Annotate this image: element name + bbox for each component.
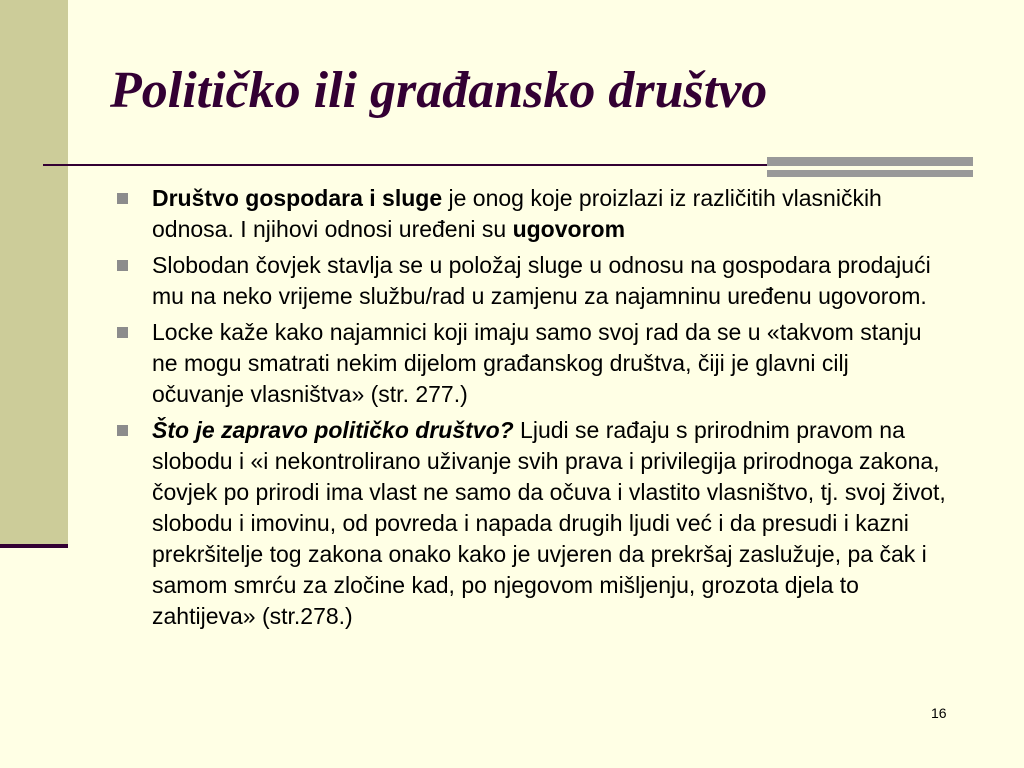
- page-number: 16: [931, 705, 947, 721]
- accent-bars: [767, 157, 973, 179]
- left-bar-rule: [0, 544, 68, 548]
- bullet-body: Slobodan čovjek stavlja se u položaj sluge u odnosu na gospodara prodajući mu na neko vrijeme službu/rad u zamjenu za najamninu uređenu ugovorom.: [152, 252, 931, 309]
- square-bullet-icon: [117, 327, 128, 338]
- slide-title: Političko ili građansko društvo: [110, 62, 768, 119]
- bullet-body: Ljudi se rađaju s prirodnim pravom na slobodu i «i nekontrolirano uživanje svih prava i privilegija prirodnoga zakona, čovjek po prirodi ima vlast ne samo da očuva i vlastito vlasništvo, tj. svoj život, slobodu i imovinu, od povreda i napada drugih ljudi već i da presudi i kazni prekršitelje tog zakona onako kako je uvjeren da prekršaj zaslužuje, pa čak i samom smrću za zločine kad, po njegovom mišljenju, grozota djela to zahtijeva» (str.278.): [152, 417, 946, 629]
- bullet-body: je onog koje proizlazi iz različitih vlasničkih odnosa. I njihovi odnosi uređeni su: [152, 185, 882, 242]
- square-bullet-icon: [117, 193, 128, 204]
- bullet-text: [152, 417, 946, 629]
- bullet-bold-lead: Društvo gospodara i sluge: [152, 185, 443, 211]
- accent-bar-top: [767, 157, 973, 166]
- bullet-item-1: [117, 183, 947, 245]
- bullet-bold-italic-lead: Što je zapravo političko društvo?: [152, 417, 514, 443]
- bullet-list: [117, 183, 947, 637]
- bullet-item-3: [117, 317, 947, 410]
- square-bullet-icon: [117, 260, 128, 271]
- bullet-body: Locke kaže kako najamnici koji imaju samo svoj rad da se u «takvom stanju ne mogu smatrati nekim dijelom građanskog društva, čiji je glavni cilj očuvanje vlasništva» (str. 277.): [152, 319, 922, 407]
- bullet-item-4: [117, 415, 947, 632]
- bullet-item-2: [117, 250, 947, 312]
- accent-bar-bottom: [767, 170, 973, 177]
- left-decorative-bar: [0, 0, 68, 547]
- bullet-bold-tail: ugovorom: [512, 216, 626, 242]
- bullet-text: [152, 185, 882, 242]
- title-underline: [43, 164, 773, 166]
- square-bullet-icon: [117, 425, 128, 436]
